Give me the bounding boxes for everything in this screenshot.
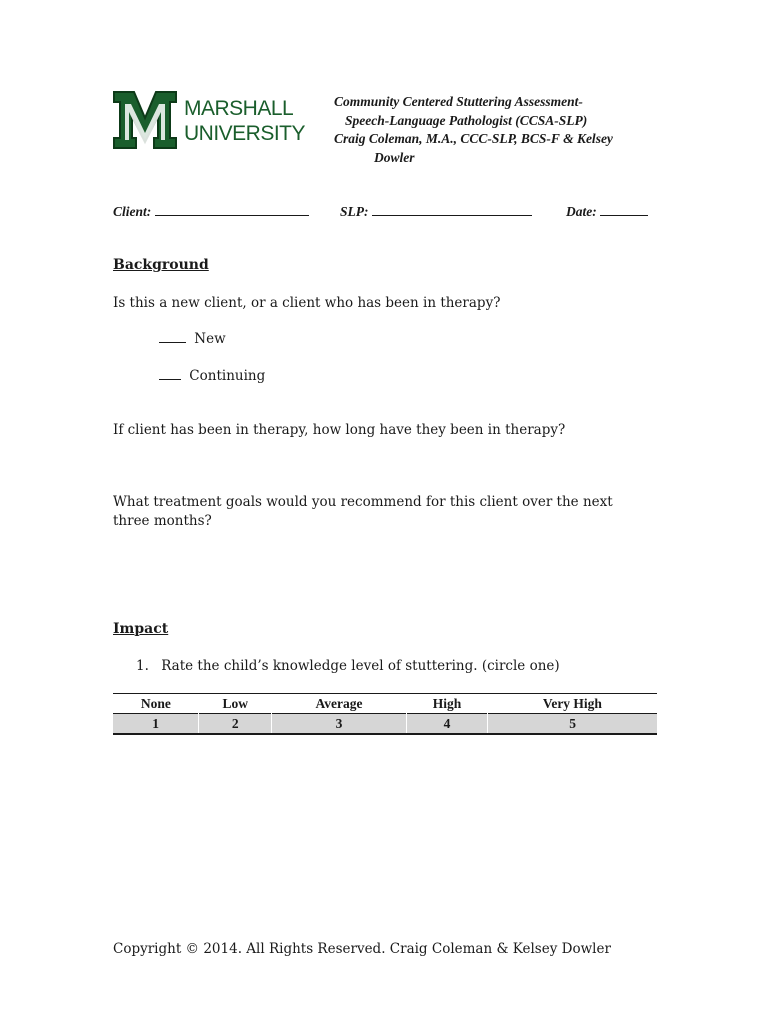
question-text: Rate the child’s knowledge level of stuttering. (circle one)	[161, 658, 560, 674]
option-new-blank[interactable]	[159, 330, 186, 343]
client-field[interactable]	[113, 203, 309, 220]
impact-heading: Impact	[113, 621, 169, 637]
rating-scale-table	[113, 693, 657, 735]
title-line-3: Craig Coleman, M.A., CCC-SLP, BCS-F & Kelsey	[334, 131, 613, 146]
title-line-1: Community Centered Stuttering Assessment-	[334, 94, 583, 109]
slp-field[interactable]	[340, 203, 532, 220]
rating-label-average[interactable]: Average	[272, 694, 406, 714]
rating-values-row	[113, 714, 657, 735]
m-logo-icon	[112, 90, 178, 150]
rating-value-4[interactable]: 4	[406, 714, 488, 735]
slp-label: SLP:	[340, 204, 369, 219]
date-input-line[interactable]	[600, 203, 648, 216]
title-line-4: Dowler	[374, 149, 415, 165]
logo-line-university: UNIVERSITY	[184, 122, 306, 145]
option-continuing-label: Continuing	[189, 368, 266, 384]
rating-value-2[interactable]: 2	[199, 714, 272, 735]
background-heading: Background	[113, 257, 209, 273]
rating-labels-row	[113, 694, 657, 714]
rating-label-low[interactable]: Low	[199, 694, 272, 714]
question-number: 1.	[136, 658, 149, 674]
impact-question-1	[136, 657, 656, 676]
option-new-label: New	[194, 331, 226, 347]
client-label: Client:	[113, 204, 152, 219]
rating-label-high[interactable]: High	[406, 694, 488, 714]
logo-line-marshall: MARSHALL	[184, 97, 294, 120]
rating-label-very-high[interactable]: Very High	[488, 694, 657, 714]
slp-input-line[interactable]	[372, 203, 532, 216]
background-question-1: Is this a new client, or a client who has been in therapy?	[113, 295, 501, 311]
rating-value-3[interactable]: 3	[272, 714, 406, 735]
client-input-line[interactable]	[155, 203, 309, 216]
rating-label-none[interactable]: None	[113, 694, 199, 714]
background-question-2: If client has been in therapy, how long have they been in therapy?	[113, 422, 566, 438]
background-question-3: What treatment goals would you recommend for this client over the next three months?	[113, 494, 613, 529]
title-line-2: Speech-Language Pathologist (CCSA-SLP)	[345, 112, 588, 128]
option-continuing[interactable]	[159, 367, 265, 384]
option-continuing-blank[interactable]	[159, 367, 181, 380]
date-label: Date:	[566, 204, 597, 219]
option-new[interactable]	[159, 330, 226, 347]
marshall-university-logo	[112, 90, 306, 152]
rating-value-5[interactable]: 5	[488, 714, 657, 735]
copyright-footer: Copyright © 2014. All Rights Reserved. Craig Coleman & Kelsey Dowler	[113, 941, 611, 957]
document-title	[334, 93, 654, 167]
rating-value-1[interactable]: 1	[113, 714, 199, 735]
date-field[interactable]	[566, 203, 648, 220]
